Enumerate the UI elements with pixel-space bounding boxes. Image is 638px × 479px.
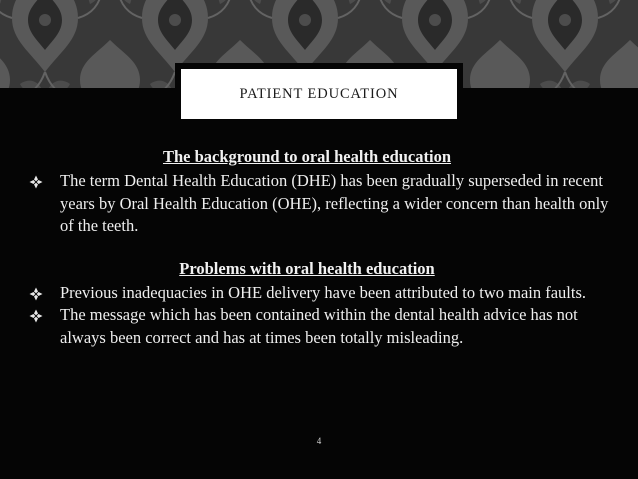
section-heading-background: The background to oral health education [162,147,452,166]
slide-title: PATIENT EDUCATION [239,85,399,102]
bullet-text: The message which has been contained within the dental health advice has not always been correct and has at times been totally misleading. [60,305,578,347]
slide-body [27,146,623,349]
title-frame [181,69,457,119]
bullet-text: Previous inadequacies in OHE delivery have been attributed to two main faults. [60,283,587,303]
diamond-bullet-icon [29,175,43,189]
bullet-item [27,304,623,349]
bullet-text: The term Dental Health Education (DHE) has been gradually superseded in recent years by Oral Health Education (OHE), reflecting a wider concern than health only of the teeth. [60,171,609,236]
bullet-item [27,282,623,304]
page-number: 4 [316,436,322,446]
bullet-item [27,170,623,237]
diamond-bullet-icon [29,309,43,323]
diamond-bullet-icon [29,287,43,301]
title-box [175,63,463,125]
section-heading-problems: Problems with oral health education [179,258,435,278]
